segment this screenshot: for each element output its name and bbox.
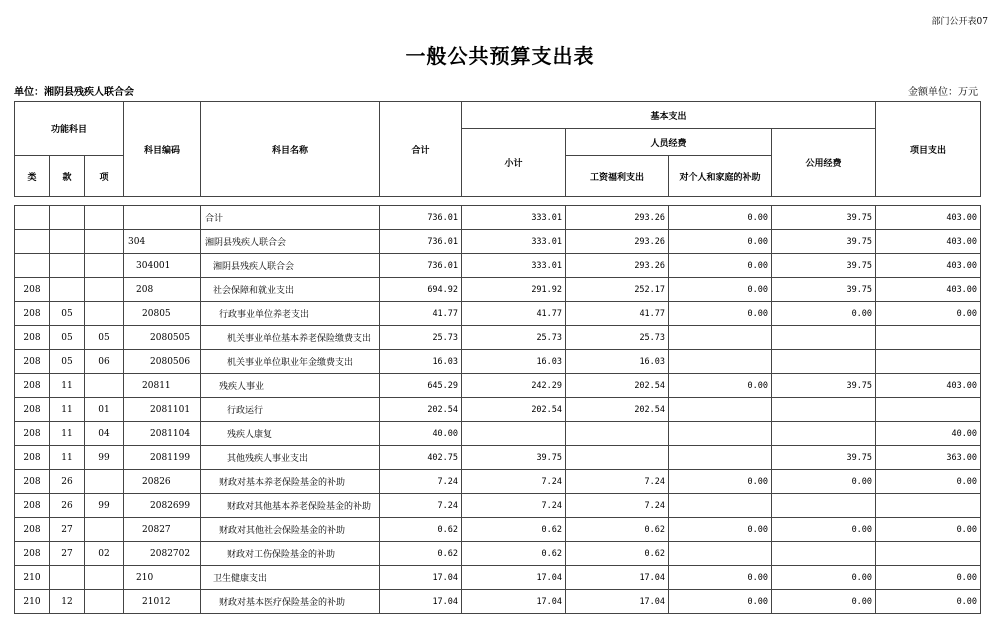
cell-project: 403.00 [876,230,981,254]
cell-code: 2081199 [124,446,201,470]
table-row [15,590,981,614]
cell-name: 其他残疾人事业支出 [201,446,380,470]
cell-name: 湘阴县残疾人联合会 [201,230,380,254]
cell-total: 40.00 [380,422,462,446]
cell-subsidy: 0.00 [669,278,772,302]
cell-xiang [85,470,124,494]
cell-subtotal: 202.54 [462,398,566,422]
cell-kuan: 05 [50,302,85,326]
cell-public [772,542,876,566]
cell-project: 403.00 [876,206,981,230]
cell-code: 20827 [124,518,201,542]
cell-project: 0.00 [876,566,981,590]
cell-public [772,494,876,518]
cell-xiang: 04 [85,422,124,446]
cell-salary: 252.17 [566,278,669,302]
cell-subtotal [462,422,566,446]
cell-name: 社会保障和就业支出 [201,278,380,302]
cell-salary: 41.77 [566,302,669,326]
cell-kuan: 11 [50,422,85,446]
header-kuan: 款 [50,156,85,197]
cell-salary: 0.62 [566,542,669,566]
cell-subtotal: 16.03 [462,350,566,374]
cell-public: 0.00 [772,302,876,326]
cell-kuan: 05 [50,326,85,350]
cell-total: 736.01 [380,206,462,230]
cell-subtotal: 333.01 [462,254,566,278]
cell-subtotal: 0.62 [462,518,566,542]
cell-xiang [85,518,124,542]
cell-project: 403.00 [876,254,981,278]
cell-project [876,350,981,374]
cell-subsidy: 0.00 [669,206,772,230]
cell-kuan [50,278,85,302]
cell-public [772,326,876,350]
table-row [15,374,981,398]
cell-total: 17.04 [380,566,462,590]
cell-xiang [85,230,124,254]
cell-code: 2082699 [124,494,201,518]
cell-subtotal: 17.04 [462,566,566,590]
table-row [15,230,981,254]
cell-subsidy [669,326,772,350]
cell-public [772,398,876,422]
cell-total: 402.75 [380,446,462,470]
cell-subtotal: 25.73 [462,326,566,350]
cell-public: 0.00 [772,518,876,542]
cell-lei: 208 [15,446,50,470]
header-project: 项目支出 [876,102,981,197]
cell-public: 0.00 [772,470,876,494]
cell-kuan: 11 [50,446,85,470]
cell-total: 0.62 [380,542,462,566]
cell-total: 7.24 [380,470,462,494]
cell-public: 39.75 [772,230,876,254]
table-number: 部门公开表07 [931,17,988,27]
cell-project: 363.00 [876,446,981,470]
cell-lei [15,206,50,230]
cell-subsidy: 0.00 [669,374,772,398]
table-row [15,422,981,446]
cell-xiang: 06 [85,350,124,374]
cell-xiang: 05 [85,326,124,350]
cell-total: 694.92 [380,278,462,302]
cell-total: 16.03 [380,350,462,374]
cell-lei: 208 [15,542,50,566]
header-public: 公用经费 [772,129,876,197]
cell-project [876,494,981,518]
cell-name: 财政对基本医疗保险基金的补助 [201,590,380,614]
cell-salary: 202.54 [566,398,669,422]
cell-public: 39.75 [772,254,876,278]
cell-code: 210 [124,566,201,590]
cell-total: 645.29 [380,374,462,398]
cell-code: 2080506 [124,350,201,374]
cell-subsidy [669,542,772,566]
cell-xiang [85,590,124,614]
cell-subtotal: 41.77 [462,302,566,326]
table-row [15,278,981,302]
cell-lei: 208 [15,398,50,422]
table-row [15,302,981,326]
cell-subtotal: 7.24 [462,494,566,518]
cell-xiang [85,374,124,398]
cell-lei [15,254,50,278]
header-lei: 类 [15,156,50,197]
cell-code: 20826 [124,470,201,494]
table-row [15,350,981,374]
cell-project: 0.00 [876,302,981,326]
header-name: 科目名称 [201,102,380,197]
cell-kuan [50,230,85,254]
cell-xiang: 02 [85,542,124,566]
cell-xiang [85,254,124,278]
cell-name: 卫生健康支出 [201,566,380,590]
cell-kuan: 11 [50,398,85,422]
header-func-subject: 功能科目 [15,102,124,156]
cell-name: 机关事业单位职业年金缴费支出 [201,350,380,374]
amount-unit-label: 金额单位：万元 [908,87,978,98]
table-row [15,494,981,518]
cell-total: 25.73 [380,326,462,350]
cell-subsidy: 0.00 [669,302,772,326]
cell-name: 机关事业单位基本养老保险缴费支出 [201,326,380,350]
cell-subtotal: 242.29 [462,374,566,398]
table-row [15,254,981,278]
cell-name: 合计 [201,206,380,230]
cell-salary: 16.03 [566,350,669,374]
budget-table [14,101,981,614]
cell-kuan: 26 [50,470,85,494]
cell-subtotal: 0.62 [462,542,566,566]
cell-lei: 208 [15,470,50,494]
cell-lei: 208 [15,278,50,302]
cell-subsidy: 0.00 [669,518,772,542]
cell-lei: 208 [15,494,50,518]
unit-label: 单位：湘阴县残疾人联合会 [14,87,134,98]
cell-project [876,542,981,566]
cell-total: 7.24 [380,494,462,518]
cell-subtotal: 291.92 [462,278,566,302]
cell-code: 304 [124,230,201,254]
cell-public: 39.75 [772,206,876,230]
cell-project [876,398,981,422]
header-xiang: 项 [85,156,124,197]
cell-total: 41.77 [380,302,462,326]
cell-name: 财政对其他社会保险基金的补助 [201,518,380,542]
cell-project: 403.00 [876,374,981,398]
cell-salary: 0.62 [566,518,669,542]
cell-kuan: 11 [50,374,85,398]
cell-subtotal: 333.01 [462,206,566,230]
cell-subsidy: 0.00 [669,566,772,590]
cell-lei: 210 [15,566,50,590]
cell-lei: 210 [15,590,50,614]
cell-salary: 293.26 [566,230,669,254]
cell-kuan: 12 [50,590,85,614]
cell-project: 403.00 [876,278,981,302]
table-row [15,566,981,590]
cell-name: 行政事业单位养老支出 [201,302,380,326]
cell-total: 736.01 [380,254,462,278]
cell-subsidy [669,398,772,422]
cell-subsidy [669,494,772,518]
header-total: 合计 [380,102,462,197]
cell-salary: 293.26 [566,254,669,278]
cell-public [772,350,876,374]
cell-salary: 202.54 [566,374,669,398]
cell-salary: 17.04 [566,566,669,590]
cell-total: 736.01 [380,230,462,254]
cell-subtotal: 7.24 [462,470,566,494]
cell-name: 财政对工伤保险基金的补助 [201,542,380,566]
cell-salary: 7.24 [566,470,669,494]
cell-code: 20805 [124,302,201,326]
cell-xiang [85,206,124,230]
cell-total: 17.04 [380,590,462,614]
table-row [15,398,981,422]
table-row [15,470,981,494]
cell-xiang [85,278,124,302]
header-personnel: 人员经费 [566,129,772,156]
table-row [15,518,981,542]
cell-kuan: 26 [50,494,85,518]
cell-code: 20811 [124,374,201,398]
cell-public: 0.00 [772,566,876,590]
cell-name: 财政对基本养老保险基金的补助 [201,470,380,494]
table-row [15,206,981,230]
cell-total: 0.62 [380,518,462,542]
cell-public: 39.75 [772,446,876,470]
cell-code: 304001 [124,254,201,278]
header-basic: 基本支出 [462,102,876,129]
cell-lei: 208 [15,518,50,542]
cell-name: 财政对其他基本养老保险基金的补助 [201,494,380,518]
cell-kuan [50,254,85,278]
cell-public: 0.00 [772,590,876,614]
header-subsidy: 对个人和家庭的补助 [669,156,772,197]
cell-name: 行政运行 [201,398,380,422]
cell-code: 2081101 [124,398,201,422]
table-row [15,542,981,566]
cell-subtotal: 17.04 [462,590,566,614]
cell-subsidy: 0.00 [669,254,772,278]
cell-salary: 293.26 [566,206,669,230]
cell-project: 40.00 [876,422,981,446]
cell-public: 39.75 [772,278,876,302]
header-subtotal: 小计 [462,129,566,197]
cell-subtotal: 333.01 [462,230,566,254]
cell-subsidy: 0.00 [669,470,772,494]
header-salary: 工资福利支出 [566,156,669,197]
cell-subsidy [669,446,772,470]
cell-kuan: 05 [50,350,85,374]
header-code: 科目编码 [124,102,201,197]
cell-salary: 25.73 [566,326,669,350]
cell-subsidy [669,422,772,446]
cell-lei: 208 [15,302,50,326]
cell-code: 2080505 [124,326,201,350]
cell-kuan: 27 [50,542,85,566]
cell-xiang: 99 [85,494,124,518]
cell-code [124,206,201,230]
cell-project [876,326,981,350]
page-title: 一般公共预算支出表 [405,44,595,68]
cell-code: 21012 [124,590,201,614]
cell-subsidy: 0.00 [669,230,772,254]
cell-salary: 17.04 [566,590,669,614]
cell-salary: 7.24 [566,494,669,518]
cell-subsidy [669,350,772,374]
cell-xiang: 01 [85,398,124,422]
cell-lei: 208 [15,326,50,350]
cell-public [772,422,876,446]
cell-project: 0.00 [876,518,981,542]
cell-name: 湘阴县残疾人联合会 [201,254,380,278]
cell-kuan [50,206,85,230]
table-row [15,446,981,470]
cell-subsidy: 0.00 [669,590,772,614]
cell-name: 残疾人康复 [201,422,380,446]
table-row [15,326,981,350]
cell-salary [566,446,669,470]
cell-subtotal: 39.75 [462,446,566,470]
cell-total: 202.54 [380,398,462,422]
cell-project: 0.00 [876,470,981,494]
cell-kuan [50,566,85,590]
cell-salary [566,422,669,446]
cell-lei: 208 [15,422,50,446]
cell-code: 2082702 [124,542,201,566]
cell-code: 2081104 [124,422,201,446]
cell-project: 0.00 [876,590,981,614]
cell-xiang: 99 [85,446,124,470]
cell-lei: 208 [15,350,50,374]
cell-xiang [85,302,124,326]
cell-xiang [85,566,124,590]
cell-lei: 208 [15,374,50,398]
cell-lei [15,230,50,254]
cell-name: 残疾人事业 [201,374,380,398]
cell-code: 208 [124,278,201,302]
cell-public: 39.75 [772,374,876,398]
cell-kuan: 27 [50,518,85,542]
